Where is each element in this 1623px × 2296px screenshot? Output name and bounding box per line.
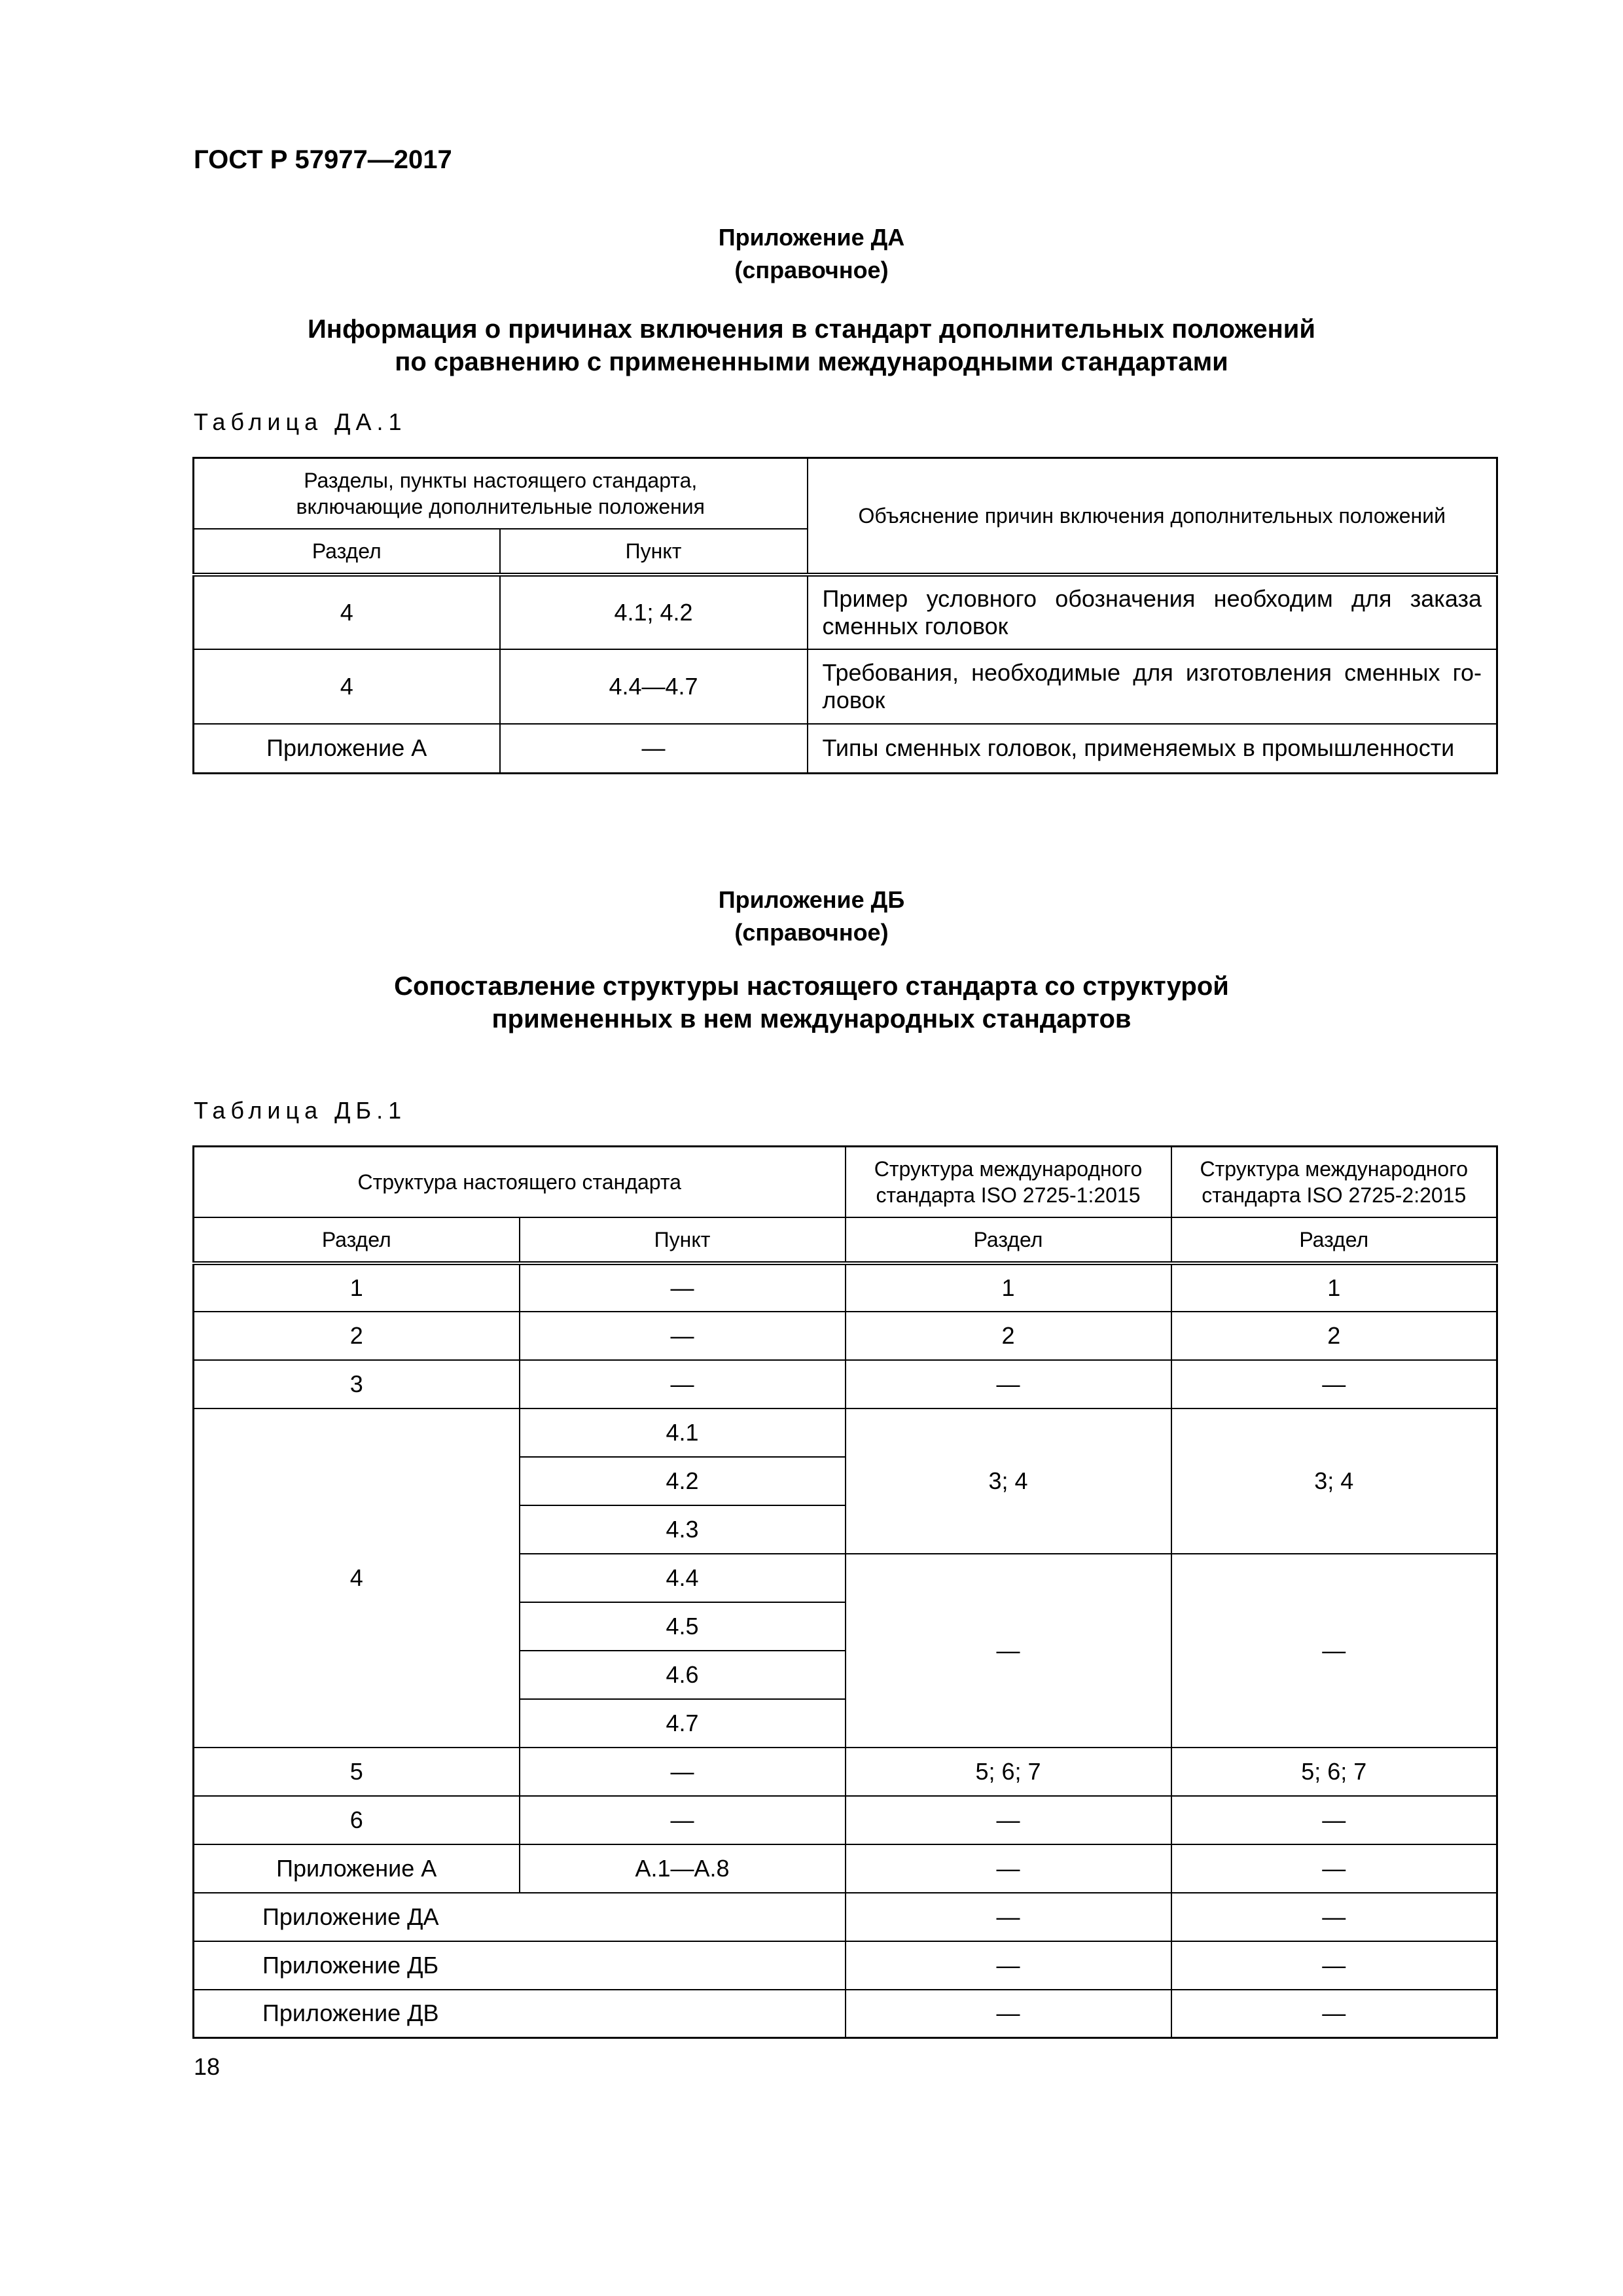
- table-da1: [192, 457, 1498, 774]
- table-row: [194, 1360, 1497, 1408]
- cell-iso1: —: [846, 1844, 1171, 1893]
- cell-item: 4.2: [520, 1457, 846, 1505]
- table-db1-col-iso2-section: Раздел: [1171, 1217, 1497, 1263]
- cell-item: 4.3: [520, 1505, 846, 1554]
- cell-item: —: [520, 1312, 846, 1360]
- table-row: [194, 1748, 1497, 1796]
- annex-da-heading: [0, 221, 1623, 287]
- cell-section: Приложение ДА: [194, 1893, 846, 1941]
- explanation-line1: Пример условного обозначения необходим для заказа: [822, 584, 1482, 612]
- annex-db-status: (справочное): [734, 919, 889, 946]
- cell-section: 4: [194, 575, 500, 649]
- cell-iso2: 3; 4: [1171, 1408, 1497, 1554]
- annex-da-title: [0, 313, 1623, 378]
- cell-iso1: 3; 4: [846, 1408, 1171, 1554]
- cell-explanation: [808, 649, 1497, 724]
- table-row: [194, 1408, 1497, 1457]
- table-db1-header-iso2: [1171, 1147, 1497, 1217]
- cell-section: 4: [194, 1408, 520, 1748]
- table-db1: [192, 1145, 1498, 2039]
- cell-iso2: —: [1171, 1360, 1497, 1408]
- table-db1-header-iso1: [846, 1147, 1171, 1217]
- annex-da-title-line1: Информация о причинах включения в стандарт дополнительных положений: [308, 315, 1315, 344]
- table-db1-col-section: Раздел: [194, 1217, 520, 1263]
- cell-item: 4.4—4.7: [500, 649, 808, 724]
- cell-section: 1: [194, 1263, 520, 1312]
- cell-iso1: 1: [846, 1263, 1171, 1312]
- cell-item: 4.6: [520, 1651, 846, 1699]
- cell-item: —: [500, 724, 808, 774]
- cell-section: 6: [194, 1796, 520, 1844]
- cell-iso2: —: [1171, 1844, 1497, 1893]
- table-row: [194, 1796, 1497, 1844]
- cell-item: —: [520, 1796, 846, 1844]
- annex-da-label: Приложение ДА: [718, 224, 905, 251]
- cell-item: 4.4: [520, 1554, 846, 1602]
- header-iso2-line1: Структура международного: [1200, 1157, 1468, 1181]
- cell-item: 4.5: [520, 1602, 846, 1651]
- explanation-line1: Требования, необходимые для изготовления сменных го-: [822, 658, 1482, 686]
- cell-section: Приложение А: [194, 724, 500, 774]
- cell-section: Приложение ДБ: [194, 1941, 846, 1990]
- cell-section: Приложение ДВ: [194, 1990, 846, 2038]
- cell-iso1: —: [846, 1941, 1171, 1990]
- table-row: [194, 724, 1497, 774]
- table-da1-header-explanation: Объяснение причин включения дополнительных положений: [808, 458, 1497, 575]
- header-iso1-line2: стандарта ISO 2725-1:2015: [876, 1183, 1141, 1207]
- cell-iso1: —: [846, 1360, 1171, 1408]
- cell-section: Приложение А: [194, 1844, 520, 1893]
- cell-item: А.1—А.8: [520, 1844, 846, 1893]
- cell-iso2: 2: [1171, 1312, 1497, 1360]
- annex-db-title: [0, 970, 1623, 1035]
- table-da1-col-section: Раздел: [194, 529, 500, 575]
- annex-da-title-line2: по сравнению с примененными международными стандартами: [395, 348, 1228, 376]
- table-row: [194, 1893, 1497, 1941]
- cell-iso2: —: [1171, 1893, 1497, 1941]
- cell-iso1: —: [846, 1796, 1171, 1844]
- table-db1-col-item: Пункт: [520, 1217, 846, 1263]
- cell-iso1: 5; 6; 7: [846, 1748, 1171, 1796]
- table-db1-header-this: Структура настоящего стандарта: [194, 1147, 846, 1217]
- table-da1-col-item: Пункт: [500, 529, 808, 575]
- header-iso1-line1: Структура международного: [874, 1157, 1143, 1181]
- cell-section: 3: [194, 1360, 520, 1408]
- table-da1-header-group: [194, 458, 808, 529]
- table-row: [194, 1941, 1497, 1990]
- cell-iso1: —: [846, 1990, 1171, 2038]
- cell-iso2: —: [1171, 1554, 1497, 1748]
- table-da1-caption: Таблица ДА.1: [194, 408, 407, 435]
- annex-da-status: (справочное): [734, 257, 889, 283]
- annex-db-title-line2: примененных в нем международных стандартов: [491, 1005, 1132, 1033]
- cell-explanation: Типы сменных головок, применяемых в промышленности: [808, 724, 1497, 774]
- cell-iso1: —: [846, 1893, 1171, 1941]
- cell-explanation: [808, 575, 1497, 649]
- cell-item: 4.1; 4.2: [500, 575, 808, 649]
- cell-section: 4: [194, 649, 500, 724]
- cell-section: 2: [194, 1312, 520, 1360]
- table-row: [194, 1844, 1497, 1893]
- explanation-line2: ловок: [822, 686, 885, 713]
- table-row: [194, 575, 1497, 649]
- cell-item: —: [520, 1263, 846, 1312]
- explanation-line2: сменных головок: [822, 612, 1008, 639]
- annex-db-label: Приложение ДБ: [718, 886, 905, 913]
- cell-item: —: [520, 1360, 846, 1408]
- table-row: [194, 1263, 1497, 1312]
- annex-db-heading: [0, 884, 1623, 949]
- table-db1-col-iso1-section: Раздел: [846, 1217, 1171, 1263]
- cell-iso1: —: [846, 1554, 1171, 1748]
- table-row: [194, 1990, 1497, 2038]
- cell-iso2: —: [1171, 1990, 1497, 2038]
- cell-iso2: 1: [1171, 1263, 1497, 1312]
- header-group-line2: включающие дополнительные положения: [296, 494, 705, 518]
- header-iso2-line2: стандарта ISO 2725-2:2015: [1202, 1183, 1467, 1207]
- annex-db-title-line1: Сопоставление структуры настоящего стандарта со структурой: [394, 972, 1229, 1001]
- cell-item: —: [520, 1748, 846, 1796]
- cell-iso1: 2: [846, 1312, 1171, 1360]
- header-group-line1: Разделы, пункты настоящего стандарта,: [304, 468, 698, 492]
- cell-item: 4.1: [520, 1408, 846, 1457]
- page-number: 18: [194, 2053, 221, 2080]
- cell-iso2: —: [1171, 1796, 1497, 1844]
- cell-item: 4.7: [520, 1699, 846, 1748]
- cell-section: 5: [194, 1748, 520, 1796]
- table-row: [194, 649, 1497, 724]
- table-db1-caption: Таблица ДБ.1: [194, 1097, 407, 1124]
- cell-iso2: 5; 6; 7: [1171, 1748, 1497, 1796]
- cell-iso2: —: [1171, 1941, 1497, 1990]
- table-row: [194, 1312, 1497, 1360]
- document-code: ГОСТ Р 57977—2017: [194, 145, 452, 174]
